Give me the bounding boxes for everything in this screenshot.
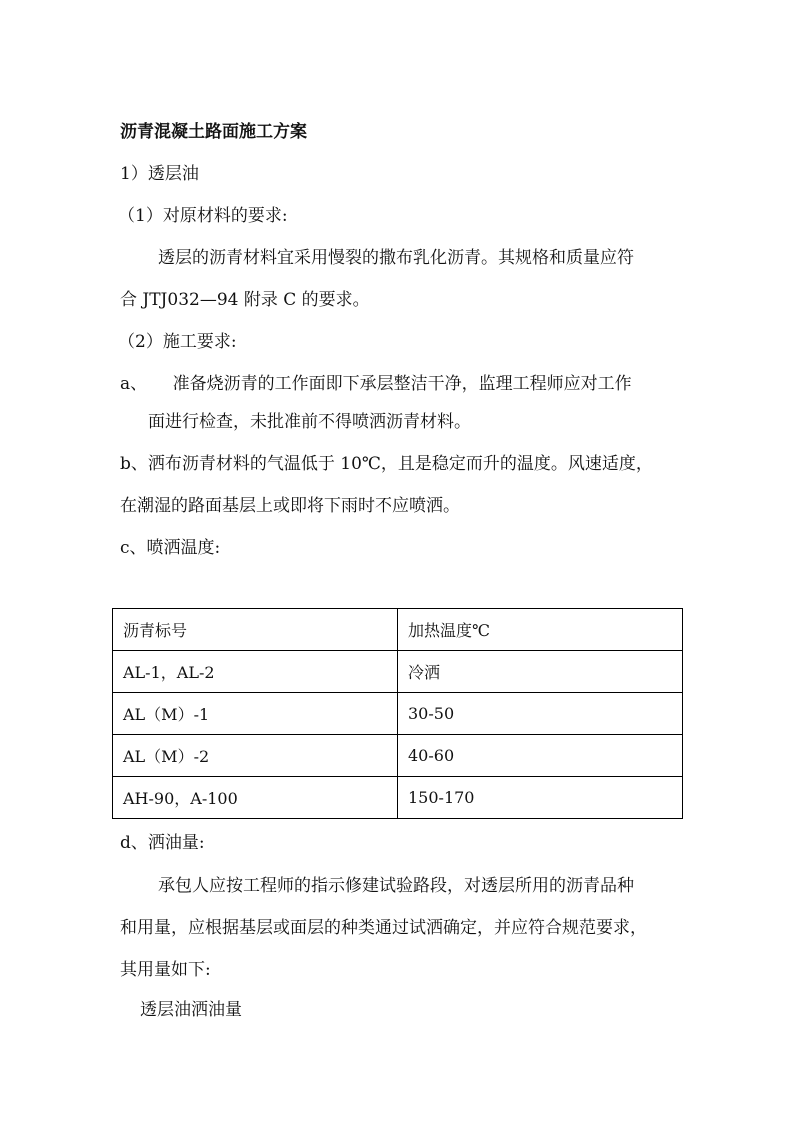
table-cell: AL（M）-2 [113, 735, 398, 777]
document-title: 沥青混凝土路面施工方案 [120, 122, 307, 142]
item-a-line: a、 准备烧沥青的工作面即下承层整洁干净，监理工程师应对工作 [120, 374, 632, 394]
paragraph-line: 合 JTJ032—94 附录 C 的要求。 [120, 290, 370, 310]
table-row [113, 735, 683, 777]
subsection-heading-2: （2）施工要求: [118, 332, 237, 352]
table-cell: 40-60 [398, 735, 683, 777]
table-cell: 冷洒 [398, 651, 683, 693]
table-cell: AL（M）-1 [113, 693, 398, 735]
section-heading-1: 1）透层油 [120, 164, 199, 184]
table-row [113, 693, 683, 735]
item-d-line: d、洒油量: [120, 833, 205, 853]
subsection-heading-1: （1）对原材料的要求: [118, 206, 288, 226]
item-b-line: b、洒布沥青材料的气温低于 10℃，且是稳定而升的温度。风速适度， [120, 454, 653, 474]
table-header-cell: 沥青标号 [113, 609, 398, 651]
subheading: 透层油洒油量 [140, 1000, 242, 1020]
paragraph-line: 和用量，应根据基层或面层的种类通过试洒确定，并应符合规范要求， [120, 918, 647, 938]
table-header-row [113, 609, 683, 651]
table-cell: AH-90，A-100 [113, 777, 398, 819]
table-cell: AL-1，AL-2 [113, 651, 398, 693]
item-b-line: 在潮湿的路面基层上或即将下雨时不应喷洒。 [120, 496, 460, 516]
paragraph-line: 透层的沥青材料宜采用慢裂的撒布乳化沥青。其规格和质量应符 [158, 248, 634, 268]
paragraph-line: 其用量如下: [120, 960, 211, 980]
table-cell: 150-170 [398, 777, 683, 819]
table-header-cell: 加热温度℃ [398, 609, 683, 651]
paragraph-line: 承包人应按工程师的指示修建试验路段，对透层所用的沥青品种 [158, 876, 634, 896]
item-c-line: c、喷洒温度: [120, 538, 221, 558]
item-a-line: 面进行检查，未批准前不得喷洒沥青材料。 [148, 412, 471, 432]
spray-temperature-table [112, 608, 683, 819]
table-row [113, 651, 683, 693]
table-row [113, 777, 683, 819]
table-cell: 30-50 [398, 693, 683, 735]
